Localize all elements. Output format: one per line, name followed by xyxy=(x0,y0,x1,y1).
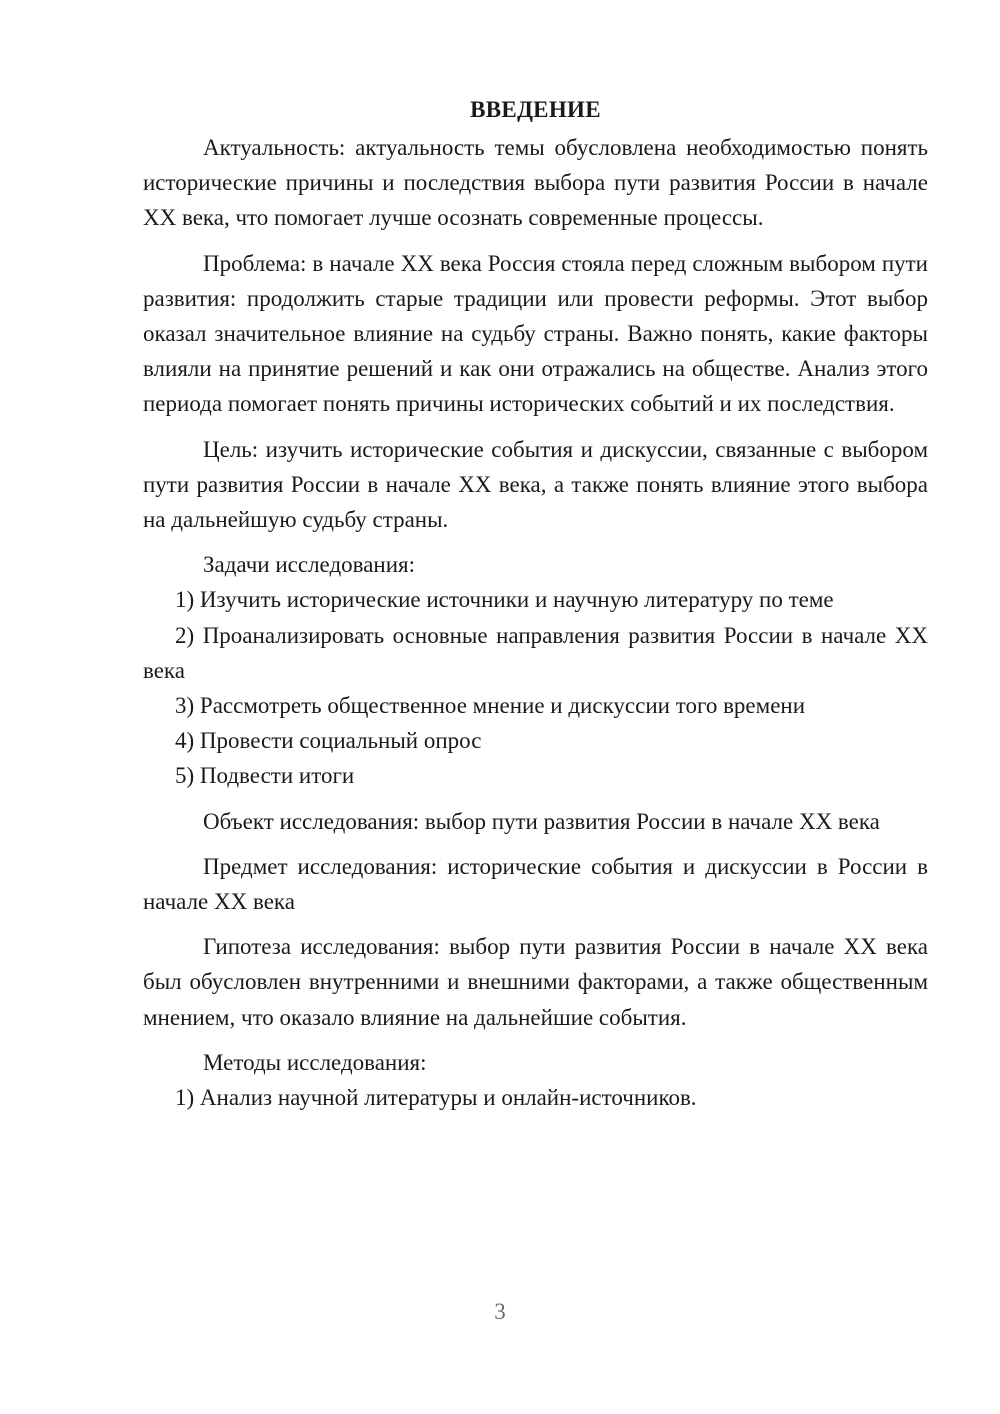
task-item-3: 3) Рассмотреть общественное мнение и дискуссии того времени xyxy=(175,693,806,719)
object-paragraph: Объект исследования: выбор пути развития России в начале XX века xyxy=(203,808,880,834)
section-heading: ВВЕДЕНИЕ xyxy=(470,97,601,122)
task-item-1: 1) Изучить исторические источники и научную литературу по теме xyxy=(175,587,834,613)
page-number: 3 xyxy=(494,1299,506,1324)
tasks-title: Задачи исследования: xyxy=(203,552,416,578)
methods-title: Методы исследования: xyxy=(203,1049,427,1075)
method-item-1: 1) Анализ научной литературы и онлайн-источников. xyxy=(175,1085,697,1111)
task-item-5: 5) Подвести итоги xyxy=(175,763,355,789)
subject-paragraph: Предмет исследования: исторические события и дискуссии в России в начале XX века xyxy=(143,853,928,915)
problem-paragraph: Проблема: в начале XX века Россия стояла перед сложным выбором пути развития: продолжить старые традиции или провести реформы. Этот выбор оказал значительное влияние на судьбу страны. Важно понять, какие факторы влияли на принятие решений и как они отражались на обществе. Анализ этого периода помогает понять причины исторических событий и их последствия. xyxy=(143,250,928,417)
hypothesis-paragraph: Гипотеза исследования: выбор пути развития России в начале XX века был обусловлен внутренними и внешними факторами, а также общественным мнением, что оказало влияние на дальнейшие события. xyxy=(143,934,928,1030)
task-item-4: 4) Провести социальный опрос xyxy=(175,728,482,754)
task-item-2: 2) Проанализировать основные направления развития России в начале XX века xyxy=(143,622,928,683)
goal-paragraph: Цель: изучить исторические события и дискуссии, связанные с выбором пути развития России в начале XX века, а также понять влияние этого выбора на дальнейшую судьбу страны. xyxy=(143,436,928,533)
document-page xyxy=(143,92,928,1115)
relevance-paragraph: Актуальность: актуальность темы обусловлена необходимостью понять исторические причины и последствия выбора пути развития России в начале XX века, что помогает лучше осознать современные процессы. xyxy=(143,135,928,231)
